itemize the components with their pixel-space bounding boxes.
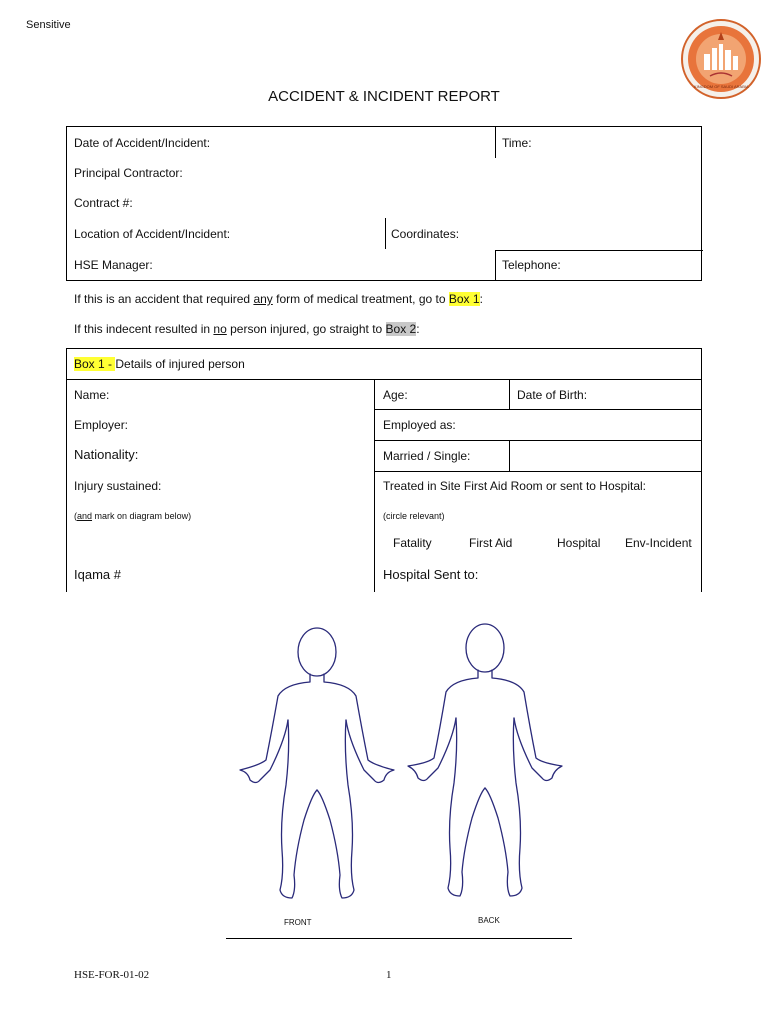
name-label: Name:	[74, 388, 110, 402]
telephone-label: Telephone:	[502, 258, 561, 272]
instruction-line-1	[74, 292, 483, 306]
employed-as-label: Employed as:	[383, 418, 456, 432]
option-first-aid[interactable]: First Aid	[469, 536, 513, 550]
instruction-1-text: If this is an accident that required	[74, 292, 254, 306]
location-label: Location of Accident/Incident:	[74, 227, 231, 241]
mark-note-text: mark on diagram below)	[92, 511, 192, 521]
coordinates-label: Coordinates:	[391, 227, 460, 241]
classification-label: Sensitive	[26, 19, 71, 31]
box2-link: Box 2	[385, 322, 417, 336]
instruction-2-colon: :	[416, 322, 420, 336]
instruction-1-colon: :	[479, 292, 483, 306]
instruction-line-2	[74, 322, 420, 336]
instruction-2-emphasis: no	[213, 322, 227, 336]
instruction-2-text-mid: person injured, go straight to	[226, 322, 386, 336]
box1-table	[66, 348, 702, 592]
option-hospital[interactable]: Hospital	[557, 536, 601, 550]
dob-label: Date of Birth:	[517, 388, 588, 402]
employer-label: Employer:	[74, 418, 129, 432]
body-diagram[interactable]	[230, 620, 570, 930]
logo-text: KINGDOM OF SAUDI ARABIA	[694, 84, 749, 89]
box1-title-highlight: Box 1 -	[74, 357, 116, 371]
iqama-label: Iqama #	[74, 567, 121, 582]
back-label: BACK	[478, 916, 500, 925]
nationality-label: Nationality:	[74, 447, 139, 462]
front-label: FRONT	[284, 918, 312, 927]
box1-link: Box 1	[448, 292, 480, 306]
box1-title	[74, 357, 245, 371]
instruction-2-text: If this indecent resulted in	[74, 322, 214, 336]
married-single-label: Married / Single:	[383, 449, 471, 463]
contract-label: Contract #:	[74, 196, 133, 210]
instruction-1-emphasis: any	[253, 292, 273, 306]
date-label: Date of Accident/Incident:	[74, 136, 211, 150]
hospital-sent-label: Hospital Sent to:	[383, 567, 479, 582]
time-label: Time:	[502, 136, 532, 150]
box1-title-text: Details of injured person	[115, 357, 245, 371]
mark-note-paren: (	[74, 511, 77, 521]
mark-diagram-note	[74, 509, 191, 523]
hse-manager-label: HSE Manager:	[74, 258, 153, 272]
principal-contractor-label: Principal Contractor:	[74, 166, 183, 180]
form-code: HSE-FOR-01-02	[74, 969, 150, 981]
injury-sustained-label: Injury sustained:	[74, 479, 162, 493]
page-title: ACCIDENT & INCIDENT REPORT	[268, 88, 500, 105]
option-fatality[interactable]: Fatality	[393, 536, 432, 550]
back-body-figure	[408, 624, 562, 896]
footer-divider	[226, 938, 572, 939]
instruction-1-text-mid: form of medical treatment, go to	[272, 292, 449, 306]
circle-relevant-note: (circle relevant)	[383, 511, 445, 521]
treated-label: Treated in Site First Aid Room or sent to Hospital:	[383, 479, 646, 493]
front-body-figure	[240, 628, 394, 898]
page-number: 1	[386, 969, 392, 981]
mark-note-emphasis: and	[77, 511, 93, 521]
option-env-incident[interactable]: Env-Incident	[625, 536, 692, 550]
age-label: Age:	[383, 388, 408, 402]
